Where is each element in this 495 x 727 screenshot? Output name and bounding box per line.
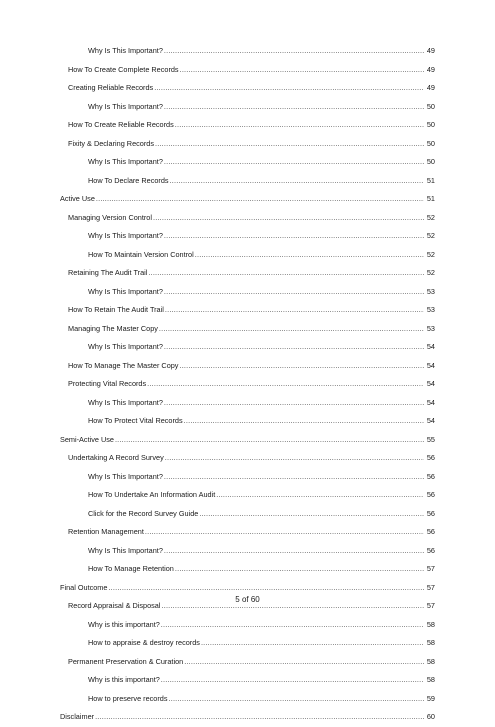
dot-leader: [165, 301, 424, 320]
toc-entry-page: 54: [426, 397, 435, 407]
toc-entry[interactable]: [60, 227, 435, 246]
toc-entry-title: How To Create Reliable Records: [68, 120, 174, 129]
toc-entry-page: 56: [426, 508, 435, 518]
toc-entry-page: 50: [426, 157, 435, 166]
toc-entry-page: 49: [426, 64, 435, 74]
dot-leader: [95, 708, 424, 727]
toc-entry-title: Disclaimer: [60, 712, 95, 721]
toc-entry-page: 56: [426, 527, 435, 536]
toc-entry-page: 58: [426, 619, 435, 629]
dot-leader: [175, 116, 424, 135]
toc-entry[interactable]: [60, 412, 435, 431]
toc-entry-page: 52: [426, 231, 435, 240]
dot-leader: [165, 449, 424, 468]
toc-entry-title: How to appraise & destroy records: [88, 638, 200, 647]
dot-leader: [145, 523, 424, 542]
toc-entry-title: Semi-Active Use: [60, 434, 114, 444]
toc-entry[interactable]: [60, 246, 435, 265]
toc-entry-page: 50: [426, 101, 435, 111]
toc-entry-page: 49: [426, 46, 435, 55]
dot-leader: [164, 153, 424, 172]
toc-entry-title: Click for the Record Survey Guide: [88, 508, 199, 518]
toc-entry[interactable]: [60, 690, 435, 709]
dot-leader: [164, 468, 424, 487]
toc-entry[interactable]: [60, 375, 435, 394]
toc-entry-title: How To Retain The Audit Trail: [68, 305, 164, 314]
dot-leader: [184, 653, 424, 672]
dot-leader: [169, 690, 425, 709]
toc-entry[interactable]: [60, 135, 435, 154]
toc-entry[interactable]: [60, 320, 435, 339]
toc-entry-title: Protecting Vital Records: [68, 379, 147, 388]
toc-entry[interactable]: [60, 634, 435, 653]
table-of-contents: [60, 42, 435, 727]
toc-entry-page: 52: [426, 268, 435, 277]
toc-entry-page: 60: [426, 712, 435, 721]
toc-entry[interactable]: [60, 283, 435, 302]
dot-leader: [147, 375, 424, 394]
toc-entry[interactable]: [60, 264, 435, 283]
toc-entry-page: 53: [426, 323, 435, 333]
dot-leader: [155, 135, 424, 154]
dot-leader: [180, 61, 424, 80]
toc-entry-title: Why is this important?: [88, 675, 160, 684]
toc-entry[interactable]: [60, 209, 435, 228]
dot-leader: [96, 190, 424, 209]
toc-entry-page: 58: [426, 656, 435, 666]
toc-entry-page: 57: [426, 601, 435, 610]
dot-leader: [164, 394, 424, 413]
toc-entry-title: Retaining The Audit Trail: [68, 268, 148, 277]
toc-entry[interactable]: [60, 653, 435, 672]
toc-entry-page: 58: [426, 638, 435, 647]
dot-leader: [161, 616, 424, 635]
dot-leader: [164, 98, 424, 117]
toc-entry[interactable]: [60, 301, 435, 320]
toc-entry-title: Why is this important?: [88, 619, 160, 629]
toc-entry-page: 58: [426, 675, 435, 684]
toc-entry[interactable]: [60, 505, 435, 524]
dot-leader: [179, 357, 424, 376]
toc-entry-title: How To Manage The Master Copy: [68, 360, 179, 370]
toc-entry[interactable]: [60, 79, 435, 98]
toc-entry-title: Final Outcome: [60, 582, 108, 592]
toc-entry-page: 50: [426, 138, 435, 148]
toc-entry-title: Why Is This Important?: [88, 342, 163, 351]
toc-entry[interactable]: [60, 523, 435, 542]
toc-entry[interactable]: [60, 431, 435, 450]
dot-leader: [153, 209, 424, 228]
toc-entry-page: 52: [426, 249, 435, 259]
toc-entry-title: Creating Reliable Records: [68, 83, 154, 92]
toc-entry-page: 54: [426, 342, 435, 351]
toc-entry-page: 49: [426, 83, 435, 92]
toc-entry-title: How To Create Complete Records: [68, 64, 179, 74]
toc-entry-page: 50: [426, 120, 435, 129]
toc-entry[interactable]: [60, 449, 435, 468]
toc-entry-title: How To Undertake An Information Audit: [88, 490, 216, 499]
toc-entry-title: Permanent Preservation & Curation: [68, 656, 184, 666]
dot-leader: [164, 283, 424, 302]
toc-entry[interactable]: [60, 394, 435, 413]
toc-entry[interactable]: [60, 172, 435, 191]
toc-entry-title: How To Maintain Version Control: [88, 249, 194, 259]
toc-entry-page: 51: [426, 175, 435, 185]
toc-entry-page: 54: [426, 416, 435, 425]
toc-entry-title: Why Is This Important?: [88, 286, 163, 296]
toc-entry-title: Why Is This Important?: [88, 231, 163, 240]
toc-entry-title: Why Is This Important?: [88, 545, 163, 555]
toc-entry-title: Managing Version Control: [68, 212, 152, 222]
dot-leader: [148, 264, 424, 283]
toc-entry-page: 56: [426, 471, 435, 481]
toc-entry-title: Why Is This Important?: [88, 157, 163, 166]
toc-entry-title: Why Is This Important?: [88, 46, 163, 55]
toc-entry[interactable]: [60, 708, 435, 727]
toc-entry-title: Active Use: [60, 194, 95, 203]
dot-leader: [164, 542, 424, 561]
dot-leader: [164, 227, 424, 246]
toc-entry[interactable]: [60, 338, 435, 357]
toc-entry[interactable]: [60, 616, 435, 635]
toc-entry-page: 53: [426, 286, 435, 296]
dot-leader: [199, 505, 424, 524]
dot-leader: [195, 246, 424, 265]
toc-entry-page: 51: [426, 194, 435, 203]
dot-leader: [154, 79, 424, 98]
dot-leader: [161, 671, 424, 690]
dot-leader: [216, 486, 424, 505]
toc-entry-page: 54: [426, 379, 435, 388]
toc-entry-page: 54: [426, 360, 435, 370]
toc-entry-title: Retention Management: [68, 527, 144, 536]
toc-entry[interactable]: [60, 486, 435, 505]
toc-entry[interactable]: [60, 116, 435, 135]
dot-leader: [115, 431, 424, 450]
toc-entry-title: How To Manage Retention: [88, 564, 174, 573]
toc-entry-title: Undertaking A Record Survey: [68, 453, 164, 462]
toc-entry-title: Why Is This Important?: [88, 471, 163, 481]
toc-entry[interactable]: [60, 357, 435, 376]
toc-entry-page: 56: [426, 545, 435, 555]
toc-entry[interactable]: [60, 671, 435, 690]
toc-entry-page: 59: [426, 693, 435, 703]
toc-entry-page: 57: [426, 564, 435, 573]
toc-entry[interactable]: [60, 153, 435, 172]
toc-entry[interactable]: [60, 98, 435, 117]
dot-leader: [164, 338, 424, 357]
dot-leader: [159, 320, 424, 339]
toc-entry[interactable]: [60, 61, 435, 80]
toc-entry[interactable]: [60, 560, 435, 579]
toc-entry-title: How to preserve records: [88, 693, 168, 703]
toc-entry-page: 56: [426, 490, 435, 499]
toc-entry-title: Fixity & Declaring Records: [68, 138, 154, 148]
dot-leader: [201, 634, 424, 653]
toc-entry-page: 55: [426, 434, 435, 444]
toc-entry-title: How To Declare Records: [88, 175, 169, 185]
toc-entry-page: 56: [426, 453, 435, 462]
toc-entry-title: Why Is This Important?: [88, 101, 163, 111]
dot-leader: [164, 42, 424, 61]
toc-entry[interactable]: [60, 42, 435, 61]
page-number: 5 of 60: [235, 595, 260, 604]
toc-entry-title: Managing The Master Copy: [68, 323, 158, 333]
toc-entry-title: How To Protect Vital Records: [88, 416, 183, 425]
toc-entry-title: Why Is This Important?: [88, 397, 163, 407]
toc-entry-page: 57: [426, 582, 435, 592]
dot-leader: [170, 172, 424, 191]
toc-entry[interactable]: [60, 190, 435, 209]
toc-entry-title: Record Appraisal & Disposal: [68, 601, 161, 610]
toc-entry-page: 52: [426, 212, 435, 222]
dot-leader: [175, 560, 424, 579]
dot-leader: [184, 412, 424, 431]
toc-entry[interactable]: [60, 468, 435, 487]
toc-entry[interactable]: [60, 542, 435, 561]
toc-entry-page: 53: [426, 305, 435, 314]
